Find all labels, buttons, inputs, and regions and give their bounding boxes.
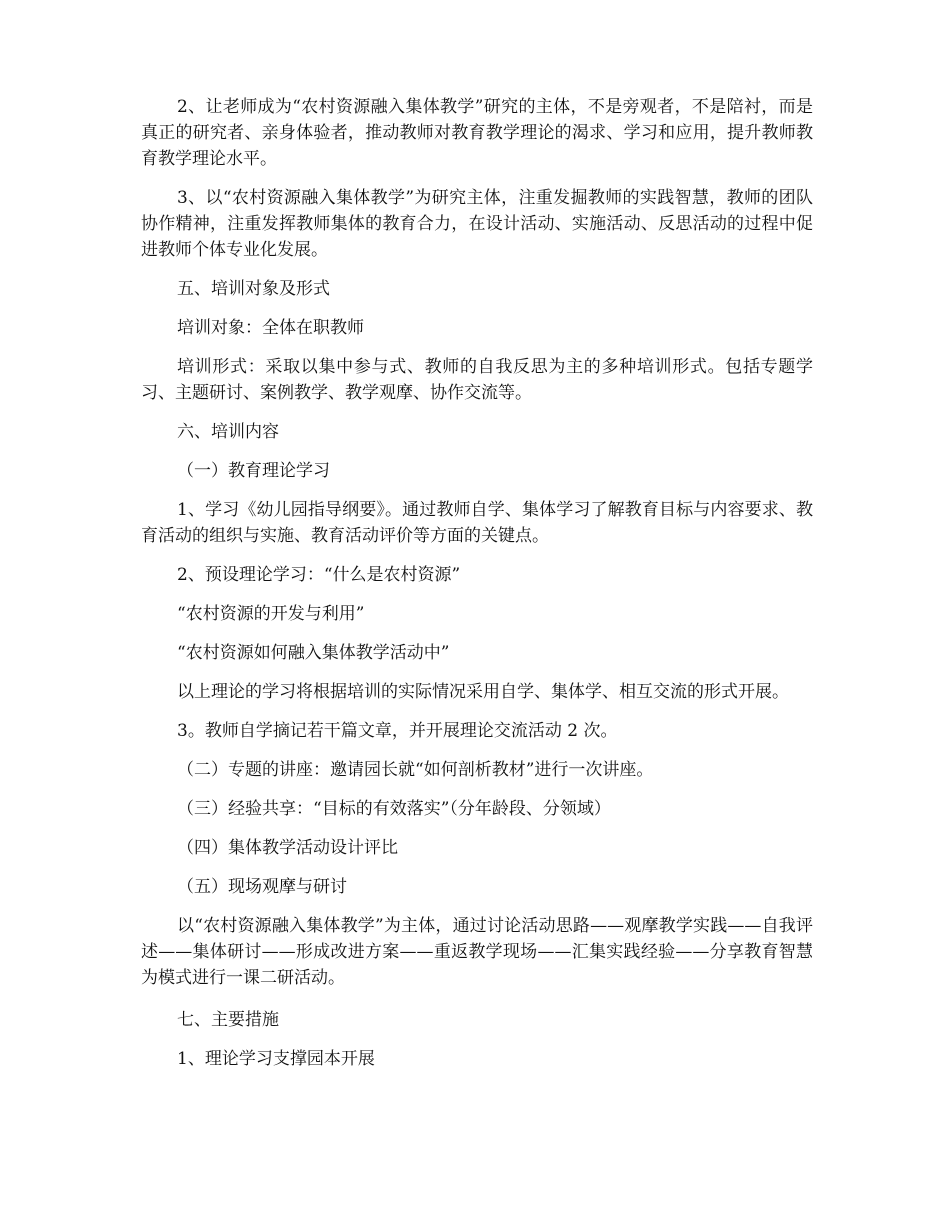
paragraph-training-forms: 培训形式：采取以集中参与式、教师的自我反思为主的多种培训形式。包括专题学习、主题研讨、案例教学、教学观摩、协作交流等。 <box>141 357 813 403</box>
paragraph-research-focus: 3、以“农村资源融入集体教学”为研究主体，注重发掘教师的实践智慧，教师的团队协作精神，注重发挥教师集体的教育合力，在设计活动、实施活动、反思活动的过程中促进教师个体专业化发展。 <box>141 188 813 260</box>
subheading-theory-study: （一）教育理论学习 <box>177 461 330 481</box>
paragraph-preset-theory: 2、预设理论学习：“什么是农村资源” <box>177 565 461 585</box>
paragraph-theory-support: 1、理论学习支撑园本开展 <box>177 1049 375 1069</box>
paragraph-research-model: 以“农村资源融入集体教学”为主体，通过讨论活动思路——观摩教学实践——自我评述——集体研讨——形成改进方案——重返教学现场——汇集实践经验——分享教育智慧为模式进行一课二研活动。 <box>141 916 813 988</box>
paragraph-topic-development: “农村资源的开发与利用” <box>177 604 365 624</box>
document-body <box>141 94 813 1085</box>
section-heading-main-measures: 七、主要措施 <box>177 1010 279 1030</box>
paragraph-training-targets: 培训对象：全体在职教师 <box>177 318 364 338</box>
section-heading-training-targets: 五、培训对象及形式 <box>177 279 330 299</box>
paragraph-study-methods: 以上理论的学习将根据培训的实际情况采用自学、集体学、相互交流的形式开展。 <box>177 682 789 702</box>
paragraph-topic-integration: “农村资源如何融入集体教学活动中” <box>177 643 450 663</box>
section-heading-training-content: 六、培训内容 <box>177 422 279 442</box>
subheading-observation: （五）现场观摩与研讨 <box>177 877 347 897</box>
paragraph-guideline-study: 1、学习《幼儿园指导纲要》。通过教师自学、集体学习了解教育目标与内容要求、教育活动的组织与实施、教育活动评价等方面的关键点。 <box>141 500 813 546</box>
subheading-lecture: （二）专题的讲座：邀请园长就“如何剖析教材”进行一次讲座。 <box>177 760 654 780</box>
paragraph-self-study: 3。教师自学摘记若干篇文章，并开展理论交流活动 2 次。 <box>177 721 618 741</box>
subheading-design-competition: （四）集体教学活动设计评比 <box>177 838 398 858</box>
paragraph-teacher-research-subject: 2、让老师成为“农村资源融入集体教学”研究的主体，不是旁观者，不是陪衬，而是真正的研究者、亲身体验者，推动教师对教育教学理论的渴求、学习和应用，提升教师教育教学理论水平。 <box>141 97 813 169</box>
subheading-experience-sharing: （三）经验共享：“目标的有效落实”（分年龄段、分领域） <box>177 799 611 819</box>
